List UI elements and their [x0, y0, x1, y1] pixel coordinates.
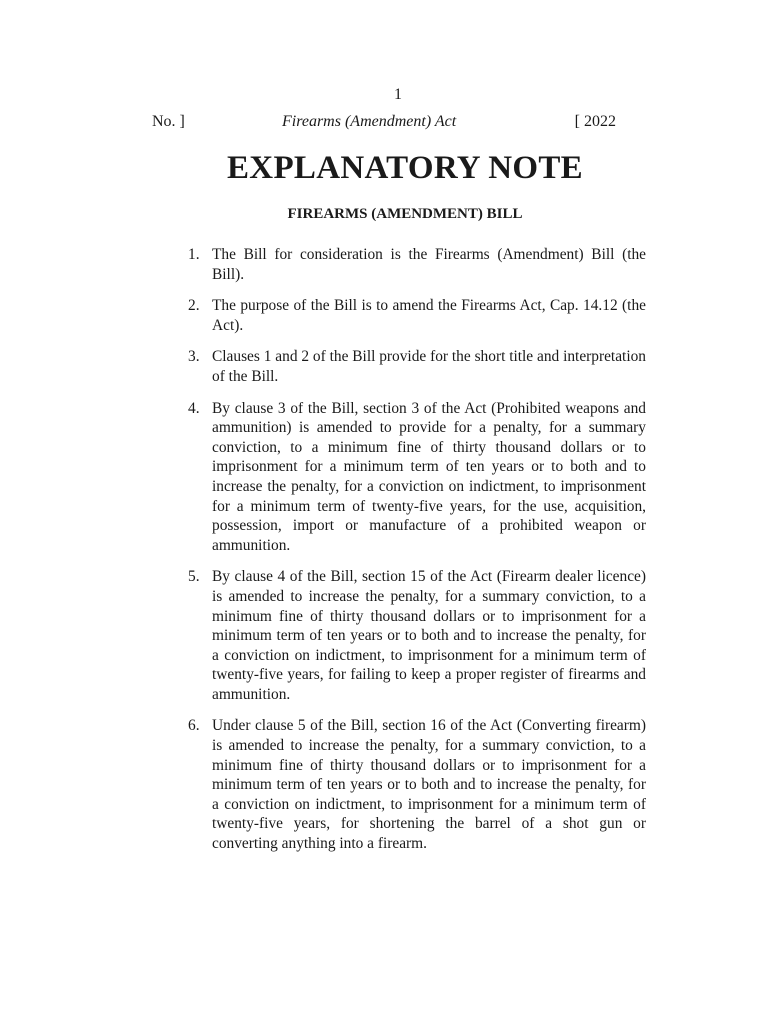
bill-title: FIREARMS (AMENDMENT) BILL — [287, 206, 523, 222]
bill-number: No. ] — [152, 113, 185, 130]
note-number: 3. — [188, 348, 200, 366]
note-number: 2. — [188, 297, 200, 315]
note-text: Under clause 5 of the Bill, section 16 of the Act (Converting firearm) is amended to increase the penalty, for a summary conviction, to a minimum fine of thirty thousand dollars or to imprisonment for a minimum term of ten years or to both and to increase the penalty, for a conviction on indictment, to imprisonment for a minimum term of twenty-five years, for shortening the barrel of a shot gun or converting anything into a firearm. — [212, 717, 646, 853]
note-number: 5. — [188, 568, 200, 586]
note-item — [188, 347, 646, 386]
running-header — [152, 113, 616, 135]
note-number: 4. — [188, 399, 200, 417]
note-number: 6. — [188, 717, 200, 735]
page-title: EXPLANATORY NOTE — [227, 150, 583, 186]
year: [ 2022 — [574, 113, 616, 130]
note-item — [188, 245, 646, 284]
note-item — [188, 399, 646, 556]
note-text: By clause 3 of the Bill, section 3 of the Act (Prohibited weapons and ammunition) is amended to provide for a penalty, for a summary conviction, to a minimum fine of thirty thousand dollars or to imprisonment for a minimum term of ten years or to both and to increase the penalty, for a conviction on indictment, to imprisonment for a minimum term of twenty-five years, for the use, acquisition, possession, import or manufacture of a prohibited weapon or ammunition. — [212, 399, 646, 554]
note-item — [188, 567, 646, 704]
note-text: The purpose of the Bill is to amend the Firearms Act, Cap. 14.12 (the Act). — [212, 297, 646, 334]
note-text: By clause 4 of the Bill, section 15 of the Act (Firearm dealer licence) is amended to increase the penalty, for a summary conviction, to a minimum fine of thirty thousand dollars or to imprisonment for a minimum term of ten years or to both and to increase the penalty, for a conviction on indictment, to imprisonment for a minimum term of twenty-five years, for failing to keep a proper register of firearms and ammunition. — [212, 568, 646, 703]
note-item — [188, 716, 646, 853]
page-number: 1 — [394, 86, 402, 103]
note-item — [188, 296, 646, 335]
act-title: Firearms (Amendment) Act — [282, 113, 457, 130]
note-text: The Bill for consideration is the Firearms (Amendment) Bill (the Bill). — [212, 246, 646, 283]
note-text: Clauses 1 and 2 of the Bill provide for the short title and interpretation of the Bill. — [212, 348, 646, 385]
explanatory-notes-list — [188, 245, 646, 866]
note-number: 1. — [188, 246, 200, 263]
